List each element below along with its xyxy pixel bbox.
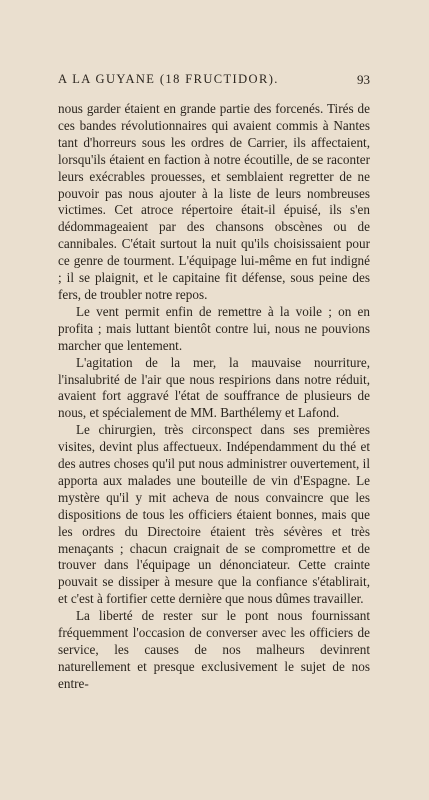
body-text	[58, 101, 370, 693]
paragraph-3: L'agitation de la mer, la mauvaise nourriture, l'insalubrité de l'air que nous respirions dans notre réduit, avaient fort aggravé l'état de souffrance de plusieurs de nous, et spécialement de MM. Barthélemy et Lafond.	[58, 354, 370, 421]
paragraph-2: Le vent permit enfin de remettre à la voile ; on en profita ; mais luttant bientôt contre lui, nous ne pouvions marcher que lentement.	[58, 303, 370, 353]
page-number: 93	[357, 72, 370, 87]
paragraph-1: nous garder étaient en grande partie des forcenés. Tirés de ces bandes révolutionnaires qui avaient commis à Nantes tant d'horreurs sous les ordres de Carrier, ils affectaient, lorsqu'ils étaient en faction à notre écoutille, de se raconter leurs exécrables prouesses, et semblaient regretter de ne pouvoir pas nous ajouter à la liste de leurs nombreuses victimes. Cet atroce répertoire était-il épuisé, ils s'en dédommageaient par des chansons obscènes ou de cannibales. C'était surtout la nuit qu'ils choisissaient pour ce genre de tourment. L'équipage lui-même en fut indigné ; il se plaignit, et le capitaine fit défense, sous peine des fers, de troubler notre repos.	[58, 101, 370, 302]
paragraph-5: La liberté de rester sur le pont nous fournissant fréquemment l'occasion de converser avec les officiers de service, les causes de nos malheurs devinrent naturellement et presque exclusivement le sujet de nos entre-	[58, 608, 370, 691]
running-head: A LA GUYANE (18 FRUCTIDOR).	[58, 72, 279, 86]
page-header	[58, 72, 370, 92]
paragraph-4: Le chirurgien, très circonspect dans ses premières visites, devint plus affectueux. Indépendamment du thé et des autres choses qu'il put nous administrer ouvertement, il apporta aux malades une bouteille de vin d'Espagne. Le mystère qu'il y mit acheva de nous convaincre que les dispositions de tous les officiers étaient bonnes, mais que les ordres du Directoire étaient très sévères et très menaçants ; chacun craignait de se compromettre et de trouver dans l'équipage un dénonciateur. Cette crainte pouvait se dissiper à mesure que la confiance s'établirait, et c'est à fortifier cette dernière que nous dûmes travailler.	[58, 422, 370, 607]
